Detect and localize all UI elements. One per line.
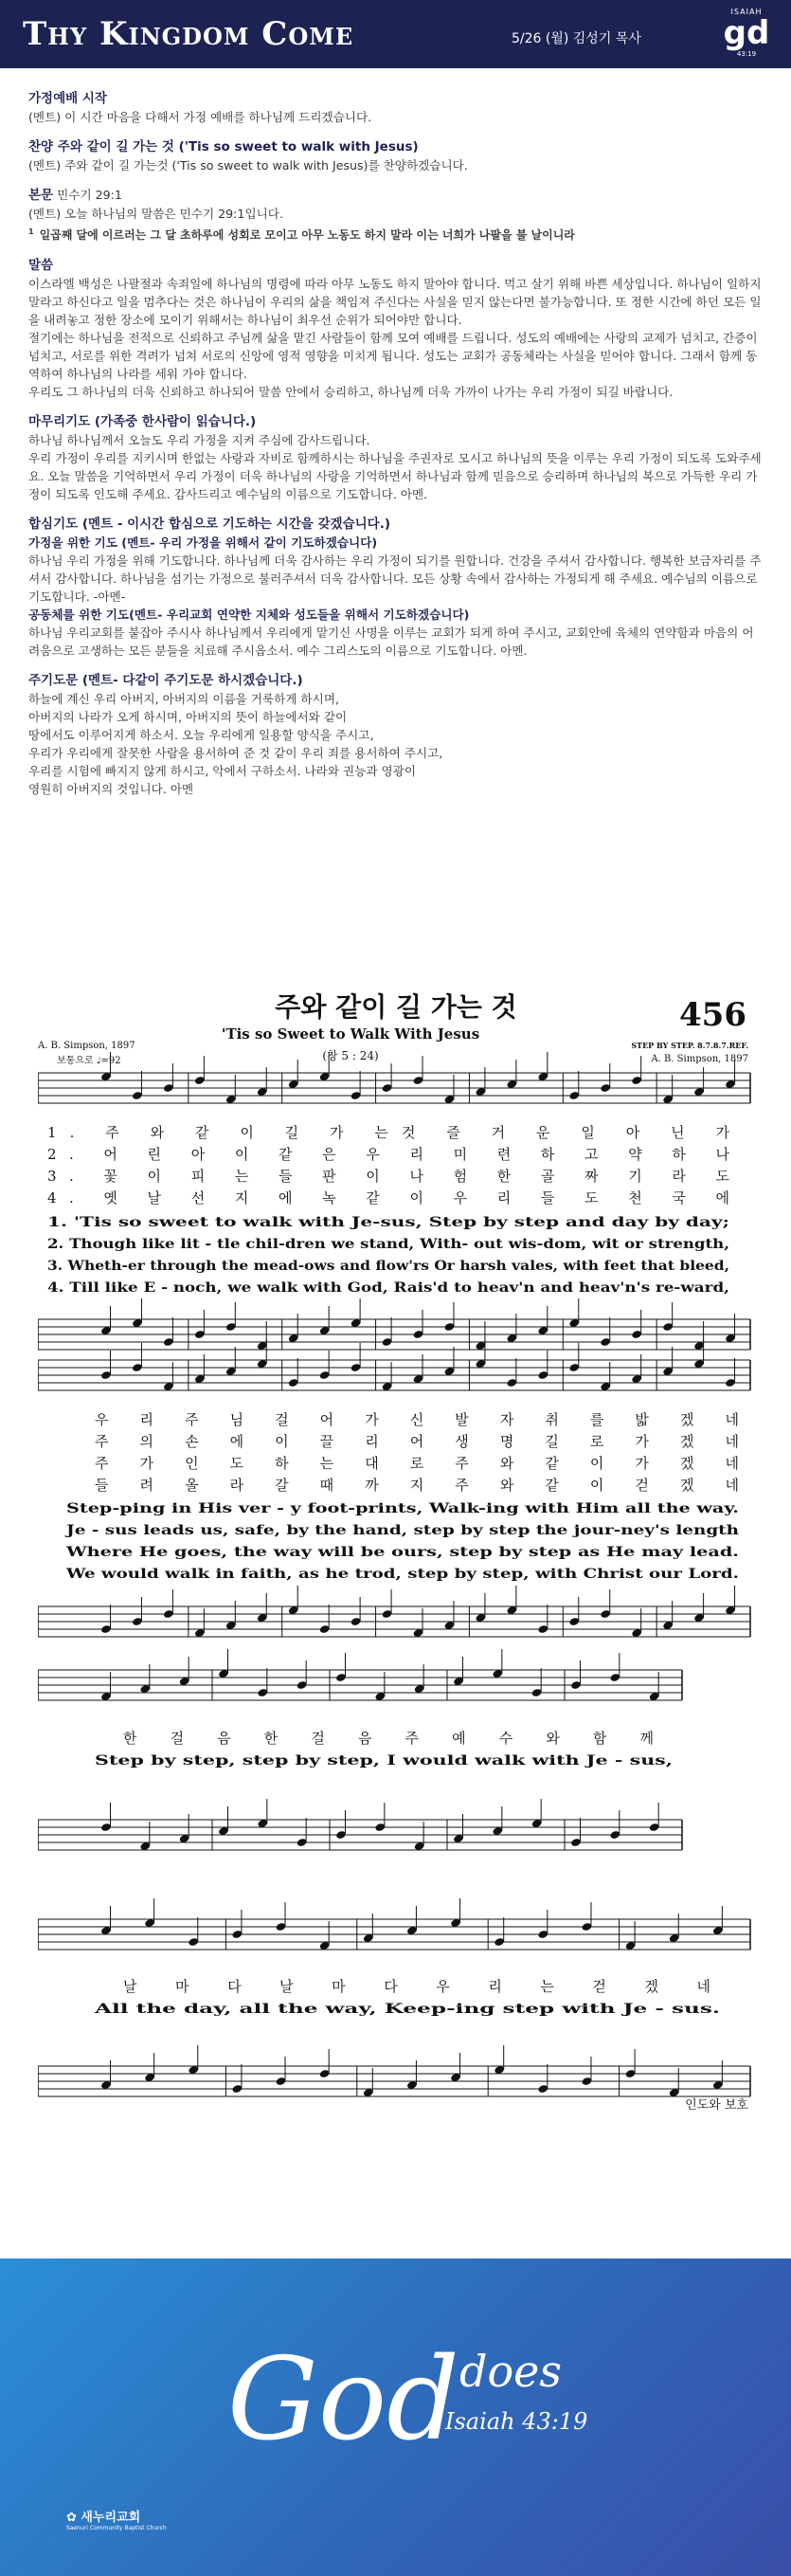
sys2-en-line: Je - sus leads us, safe, by the hand, step by step the jour-ney's length <box>63 1523 739 1538</box>
date-leader: 5/26 (월) 김성기 목사 <box>512 31 641 46</box>
lords-prayer-line: 땅에서도 이루어지게 하소서. 오늘 우리에게 일용할 양식을 주시고, <box>28 728 374 742</box>
sermon-paragraph-3: 우리도 그 하나님의 더욱 신뢰하고 하나되어 말씀 안에서 승리하고, 하나님께 더욱 가까이 나가는 우리 가정이 되길 바랍니다. <box>28 385 674 399</box>
sermon-paragraph-2: 절기에는 하나님을 전적으로 신뢰하고 주님께 삶을 맡긴 사람들이 함께 모여 예배를 드립니다. 성도의 예배에는 사랑의 교제가 넘치고, 간증이 넘치고, 서로를 위한 격려가 넘쳐 서로의 신앙에 영적 영향을 미치게 됩니다. 성도는 교회가 공동체라는 사실을 믿어야 합니다. 그래서 함께 동역하여 하나님의 나라를 세워 가야 합니다. <box>28 331 758 381</box>
lords-prayer-line: 영원히 아버지의 것입니다. 아멘 <box>28 782 194 796</box>
church-name: 새누리교회 <box>81 2511 141 2525</box>
church-prayer-title: 공동체를 위한 기도(멘트- 우리교회 연약한 지체와 성도들을 위해서 기도하겠습니다) <box>28 608 470 622</box>
sys2-ko-line: 주 가 인 도 하 는 대 로 주 와 같 이 가 겠 네 <box>95 1455 739 1472</box>
lords-prayer-line: 우리가 우리에게 잘못한 사람을 용서하여 준 것 같이 우리 죄를 용서하여 주시고, <box>28 746 443 760</box>
lords-prayer-title: 주기도문 (멘트- 다같이 주기도문 하시겠습니다.) <box>28 673 303 688</box>
opening-title: 가정예배 시작 <box>28 91 107 106</box>
hymn-title-ko: 주와 같이 길 가는 것 <box>275 991 517 1023</box>
god-does-banner <box>0 2259 791 2576</box>
sys1-en-line: 3. Wheth-er through the mead-ows and flow'rs Or harsh vales, with feet that bleed, <box>47 1259 729 1274</box>
sermon-title: 말씀 <box>28 258 54 273</box>
lords-prayer-line: 아버지의 나라가 오게 하시며, 아버지의 뜻이 하늘에서와 같이 <box>28 710 348 724</box>
hymn-sheet-music <box>38 986 753 2123</box>
section-opening <box>28 89 763 126</box>
hymn-credit: 인도와 보호 <box>685 2098 748 2113</box>
church-logo <box>66 2507 167 2531</box>
closing-prayer-title: 마무리기도 (가족중 한사람이 읽습니다.) <box>28 414 257 429</box>
opening-body: (멘트) 이 시간 마음을 다해서 가정 예배를 하나님께 드리겠습니다. <box>28 110 372 124</box>
hymn-score <box>38 986 753 2123</box>
hymn-intro-title: 찬양 주와 같이 길 가는 것 ('Tis so sweet to walk with Jesus) <box>28 139 419 154</box>
scripture-body: (멘트) 오늘 하나님의 말씀은 민수기 29:1입니다. <box>28 207 283 221</box>
verse-number: 1 <box>28 227 34 236</box>
section-closing-prayer <box>28 412 763 503</box>
section-sermon <box>28 256 763 401</box>
sys1-en-line: 2. Though like lit - tle chil-dren we stand, With- out wis-dom, wit or strength, <box>47 1237 729 1252</box>
sys4-ko-line: 날 마 다 날 마 다 우 리 는 걷 겠 네 <box>123 1978 711 1995</box>
banner-ref-text: Isaiah 43:19 <box>445 2408 588 2435</box>
church-subtitle: Saenuri Community Baptist Church <box>66 2525 167 2531</box>
section-hymn-intro <box>28 137 763 174</box>
hymn-intro-body: (멘트) 주와 같이 길 가는것 ('Tis so sweet to walk with Jesus)를 찬양하겠습니다. <box>28 158 468 172</box>
hymn-scripture-ref: (창 5 : 24) <box>322 1049 379 1062</box>
hymn-tempo: 보통으로 ♩=92 <box>57 1056 121 1066</box>
sys1-ko-line: 2. 어 린 아 이 같 은 우 리 미 련 하 고 약 하 나 <box>47 1146 729 1163</box>
closing-prayer-p1: 하나님 하나님께서 오늘도 우리 가정을 지켜 주심에 감사드립니다. <box>28 433 370 447</box>
banner-does-text: does <box>459 2346 562 2397</box>
lords-prayer-line: 우리를 시험에 빠지지 않게 하시고, 악에서 구하소서. 나라와 권능과 영광이 <box>28 764 417 778</box>
closing-prayer-p2: 우리 가정이 우리를 지키시며 한없는 사랑과 자비로 함께하시는 하나님을 주권자로 모시고 하나님의 뜻을 이루는 우리 가정이 되도록 도와주세요. 오늘 말씀을 기억하면서 우리 가정이 더욱 하나님의 사랑을 기억하면서 하나님과 함께 믿음으로 승리하며 하나님의 복으로 가득한 우리 가정이 되도록 인도해 주세요. 감사드리고 예수님의 이름으로 기도합니다. 아멘. <box>28 451 762 501</box>
sys3-ko-line: 한 걸 음 한 걸 음 주 예 수 와 함 께 <box>123 1730 654 1747</box>
church-prayer-body: 하나님 우리교회를 붙잡아 주시사 하나님께서 우리에게 맡기신 사명을 이루는 교회가 되게 하여 주시고, 교회안에 육체의 연약함과 마음의 어려움으로 고생하는 모든 분들을 치료해 주시옵소서. 예수 그리스도의 이름으로 기도합니다. 아멘. <box>28 626 754 658</box>
sys4-en-line: All the day, all the way, Keep-ing step with Je - sus. <box>93 2002 720 2017</box>
sys3-en-line: Step by step, step by step, I would walk with Je - sus, <box>95 1753 673 1769</box>
verse-text: 일곱째 달에 이르러는 그 달 초하루에 성회로 모이고 아무 노동도 하지 말라 이는 너희가 나팔을 불 날이니라 <box>39 228 575 242</box>
section-lords-prayer <box>28 671 763 798</box>
family-prayer-title: 가정을 위한 기도 (멘트- 우리 가정을 위해서 같이 기도하겠습니다) <box>28 535 378 550</box>
logo-top: ISAIAH <box>730 8 763 16</box>
sys1-en-line: 1. 'Tis so sweet to walk with Je-sus, Step by step and day by day; <box>47 1215 729 1230</box>
sys2-en-line: Where He goes, the way will be ours, step by step as He may lead. <box>64 1545 739 1560</box>
hymn-author-left: A. B. Simpson, 1897 <box>38 1041 135 1051</box>
unison-prayer-title: 합심기도 (멘트 - 이시간 합심으로 기도하는 시간을 갖겠습니다.) <box>28 517 390 532</box>
hymn-title-en: 'Tis so Sweet to Walk With Jesus <box>221 1025 480 1043</box>
sys2-en-line: Step-ping in His ver - y foot-prints, Walk-ing with Him all the way. <box>66 1501 739 1516</box>
sys2-ko-line: 들 려 올 라 갈 때 까 지 주 와 같 이 걷 겠 네 <box>95 1477 739 1494</box>
brand-title: Thy Kingdom Come <box>23 15 354 53</box>
hymn-meter: STEP BY STEP. 8.7.8.7.REF. <box>631 1041 748 1050</box>
sys2-ko-line: 주 의 손 에 이 끌 리 어 생 명 길 로 가 겠 네 <box>95 1433 739 1450</box>
sys1-ko-line: 3. 꽃 이 피 는 들 판 이 나 험 한 골 짜 기 라 도 <box>47 1168 729 1185</box>
sys2-ko-line: 우 리 주 님 걸 어 가 신 발 자 취 를 밟 겠 네 <box>95 1411 739 1428</box>
scripture-title: 본문 <box>28 188 54 203</box>
hymn-number: 456 <box>679 996 746 1034</box>
church-logo-icon: ✿ <box>66 2511 81 2525</box>
banner-god-text: God <box>227 2334 459 2466</box>
page-header <box>0 0 791 68</box>
sys1-en-line: 4. Till like E - noch, we walk with God, Rais'd to heav'n and heav'n's re-ward, <box>47 1280 729 1296</box>
section-unison-prayer <box>28 515 763 660</box>
worship-content <box>0 68 791 798</box>
logo-mark: gd <box>723 14 770 52</box>
scripture-verse <box>28 223 763 245</box>
god-does-logo <box>719 8 774 63</box>
section-scripture <box>28 186 763 245</box>
family-prayer-body: 하나님 우리 가정을 위해 기도합니다. 하나님께 더욱 감사하는 우리 가정이 되기를 원합니다. 건강을 주셔서 감사합니다. 행복한 보금자리를 주셔서 감사합니다. 하나님을 섬기는 가정으로 불러주셔서 더욱 감사합니다. 모든 상황 속에서 감사하는 가정되게 해 주세요. 예수님의 이름으로 기도합니다. -아멘- <box>28 553 762 604</box>
scripture-ref: 민수기 29:1 <box>57 188 122 202</box>
sermon-paragraph-1: 이스라엘 백성은 나팔절과 속죄일에 하나님의 명령에 따라 아무 노동도 하지 말아야 합니다. 먹고 살기 위해 바쁜 세상입니다. 하나님이 일하지 말라고 하신다고 일을 멈추다는 것은 하나님이 우리의 삶을 책임져 주신다는 사실을 믿지 않는다면 불가능합니다. 또 정한 시간에 하던 모든 일을 내려놓고 정한 장소에 모이기 위해서는 하나님이 최우선 순위가 되어야만 합니다. <box>28 277 762 327</box>
sys1-ko-line: 4. 옛 날 선 지 에 녹 같 이 우 리 들 도 천 국 에 <box>47 1189 729 1206</box>
hymn-author-right: A. B. Simpson, 1897 <box>651 1054 748 1064</box>
logo-bottom: 43:19 <box>736 50 757 58</box>
sys1-ko-line: 1. 주 와 같 이 길 가 는것 즐 거 운 일 아 닌 가 <box>47 1124 729 1141</box>
sys2-en-line: We would walk in faith, as he trod, step by step, with Christ our Lord. <box>64 1567 739 1582</box>
lords-prayer-line: 하늘에 계신 우리 아버지, 아버지의 이름을 거룩하게 하시며, <box>28 692 340 706</box>
